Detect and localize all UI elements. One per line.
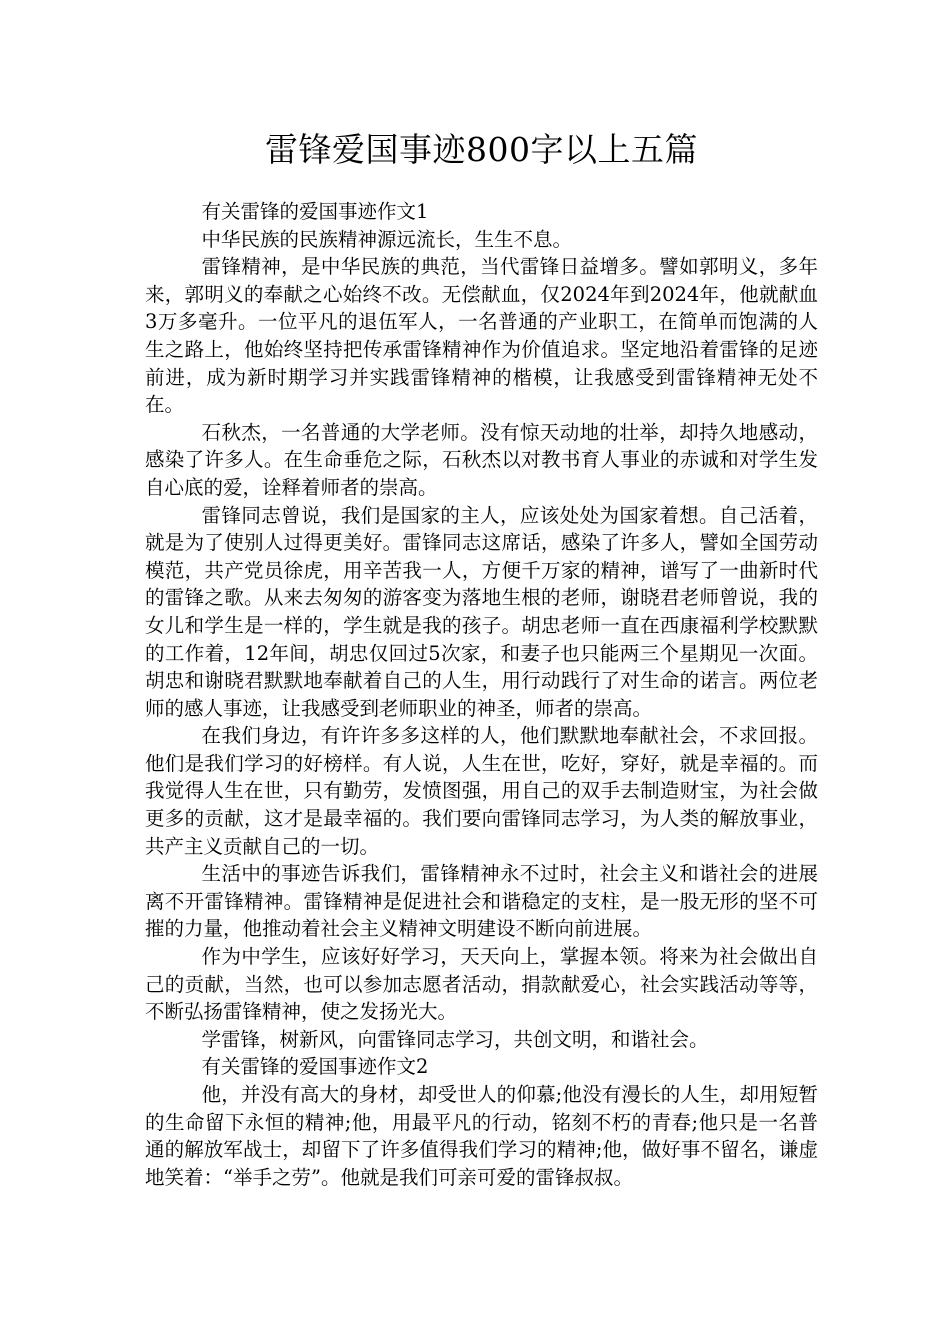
paragraph: 他，并没有高大的身材，却受世人的仰慕;他没有漫长的人生，却用短暂的生命留下永恒的精神;他，用最平凡的行动，铭刻不朽的青春;他只是一名普通的解放军战士，却留下了许多值得我们学习的精神;他，做好事不留名，谦虚地笑着：“举手之劳”。他就是我们可亲可爱的雷锋叔叔。 — [145, 1083, 818, 1189]
paragraph: 学雷锋，树新风，向雷锋同志学习，共创文明，和谐社会。 — [201, 1027, 709, 1051]
essay-heading-2: 有关雷锋的爱国事迹作文2 — [201, 1055, 429, 1079]
paragraph: 雷锋同志曾说，我们是国家的主人，应该处处为国家着想。自己活着，就是为了使别人过得更美好。雷锋同志这席话，感染了许多人，譬如全国劳动模范，共产党员徐虎，用辛苦我一人，方便千万家的精神，谱写了一曲新时代的雷锋之歌。从来去匆匆的游客变为落地生根的老师，谢晓君老师曾说，我的女儿和学生是一样的，学生就是我的孩子。胡忠老师一直在西康福利学校默默的工作着，12年间，胡忠仅回过5次家，和妻子也只能两三个星期见一次面。胡忠和谢晓君默默地奉献着自己的人生，用行动践行了对生命的诺言。两位老师的感人事迹，让我感受到老师职业的神圣，师者的崇高。 — [145, 503, 818, 720]
paragraph: 石秋杰，一名普通的大学老师。没有惊天动地的壮举，却持久地感动，感染了许多人。在生命垂危之际，石秋杰以对教书育人事业的赤诚和对学生发自心底的爱，诠释着师者的崇高。 — [145, 420, 818, 499]
document-body — [145, 198, 818, 1191]
paragraph: 作为中学生，应该好好学习，天天向上，掌握本领。将来为社会做出自己的贡献，当然，也可以参加志愿者活动，捐款献爱心，社会实践活动等等，不断弘扬雷锋精神，使之发扬光大。 — [145, 945, 818, 1024]
paragraph: 生活中的事迹告诉我们，雷锋精神永不过时，社会主义和谐社会的进展离不开雷锋精神。雷锋精神是促进社会和谐稳定的支柱，是一股无形的坚不可摧的力量，他推动着社会主义精神文明建设不断向前进展。 — [145, 862, 818, 941]
paragraph: 中华民族的民族精神源远流长，生生不息。 — [201, 227, 573, 251]
essay-heading-1: 有关雷锋的爱国事迹作文1 — [201, 200, 429, 223]
document-title: 雷锋爱国事迹800字以上五篇 — [265, 130, 698, 169]
paragraph: 在我们身边，有许许多多这样的人，他们默默地奉献社会，不求回报。他们是我们学习的好榜样。有人说，人生在世，吃好，穿好，就是幸福的。而我觉得人生在世，只有勤劳，发愤图强，用自己的双手去制造财宝，为社会做更多的贡献，这才是最幸福的。我们要向雷锋同志学习，为人类的解放事业，共产主义贡献自己的一切。 — [145, 724, 818, 858]
paragraph: 雷锋精神，是中华民族的典范，当代雷锋日益增多。譬如郭明义，多年来，郭明义的奉献之心始终不改。无偿献血，仅2024年到2024年，他就献血3万多毫升。一位平凡的退伍军人，一名普通的产业职工，在简单而饱满的人生之路上，他始终坚持把传承雷锋精神作为价值追求。坚定地沿着雷锋的足迹前进，成为新时期学习并实践雷锋精神的楷模，让我感受到雷锋精神无处不在。 — [145, 255, 818, 417]
